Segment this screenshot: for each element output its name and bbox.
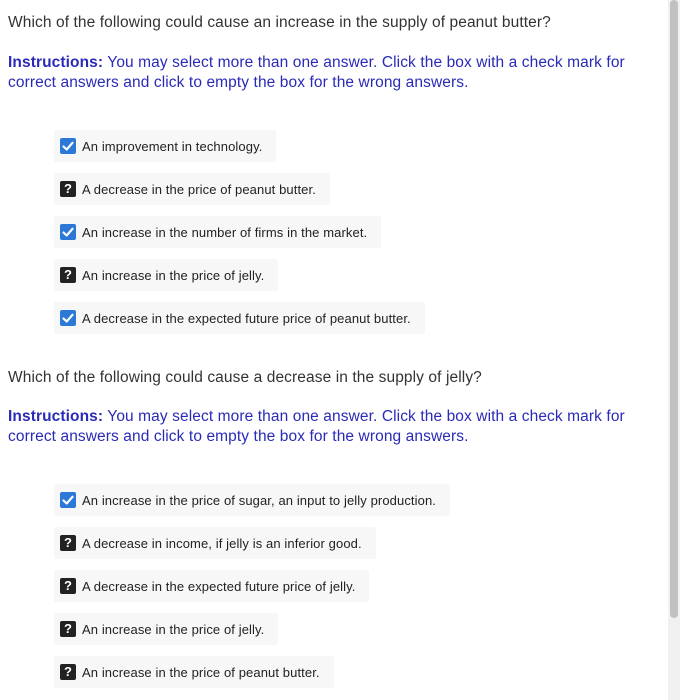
question-1-instructions (8, 53, 648, 93)
q1-option-4[interactable] (54, 259, 278, 291)
question-2-prompt: Which of the following could cause a decrease in the supply of jelly? (8, 369, 482, 386)
question-icon[interactable]: ? (60, 621, 76, 637)
instructions-label: Instructions: (8, 408, 104, 425)
question-icon[interactable]: ? (60, 578, 76, 594)
q2-option-5[interactable] (54, 656, 334, 688)
question-1-prompt: Which of the following could cause an increase in the supply of peanut butter? (8, 14, 551, 31)
question-icon[interactable]: ? (60, 664, 76, 680)
instructions-label: Instructions: (8, 54, 104, 71)
q1-option-2[interactable] (54, 173, 330, 205)
instructions-text: You may select more than one answer. Click the box with a check mark for correct answers and click to empty the box for the wrong answers. (8, 54, 625, 91)
option-label: A decrease in income, if jelly is an inferior good. (82, 535, 362, 551)
check-icon[interactable] (60, 138, 76, 154)
option-label: An increase in the price of peanut butter. (82, 664, 320, 680)
option-label: An increase in the price of jelly. (82, 621, 265, 637)
question-icon[interactable]: ? (60, 267, 76, 283)
q2-option-1[interactable] (54, 484, 450, 516)
check-icon[interactable] (60, 492, 76, 508)
option-label: An increase in the number of firms in the market. (82, 224, 368, 240)
question-icon[interactable]: ? (60, 181, 76, 197)
option-label: An improvement in technology. (82, 138, 263, 154)
check-icon[interactable] (60, 310, 76, 326)
q1-option-1[interactable] (54, 130, 276, 162)
vertical-scrollbar[interactable] (668, 0, 680, 700)
option-label: A decrease in the expected future price of jelly. (82, 578, 356, 594)
q1-option-5[interactable] (54, 302, 425, 334)
check-icon[interactable] (60, 224, 76, 240)
q2-option-4[interactable] (54, 613, 278, 645)
q1-option-3[interactable] (54, 216, 381, 248)
question-2-instructions (8, 407, 648, 447)
q2-option-3[interactable] (54, 570, 369, 602)
option-label: A decrease in the expected future price of peanut butter. (82, 310, 411, 326)
question-icon[interactable]: ? (60, 535, 76, 551)
scrollbar-thumb[interactable] (670, 0, 678, 618)
q2-option-2[interactable] (54, 527, 376, 559)
option-label: An increase in the price of jelly. (82, 267, 265, 283)
option-label: A decrease in the price of peanut butter. (82, 181, 316, 197)
instructions-text: You may select more than one answer. Click the box with a check mark for correct answers and click to empty the box for the wrong answers. (8, 408, 625, 445)
option-label: An increase in the price of sugar, an input to jelly production. (82, 492, 436, 508)
